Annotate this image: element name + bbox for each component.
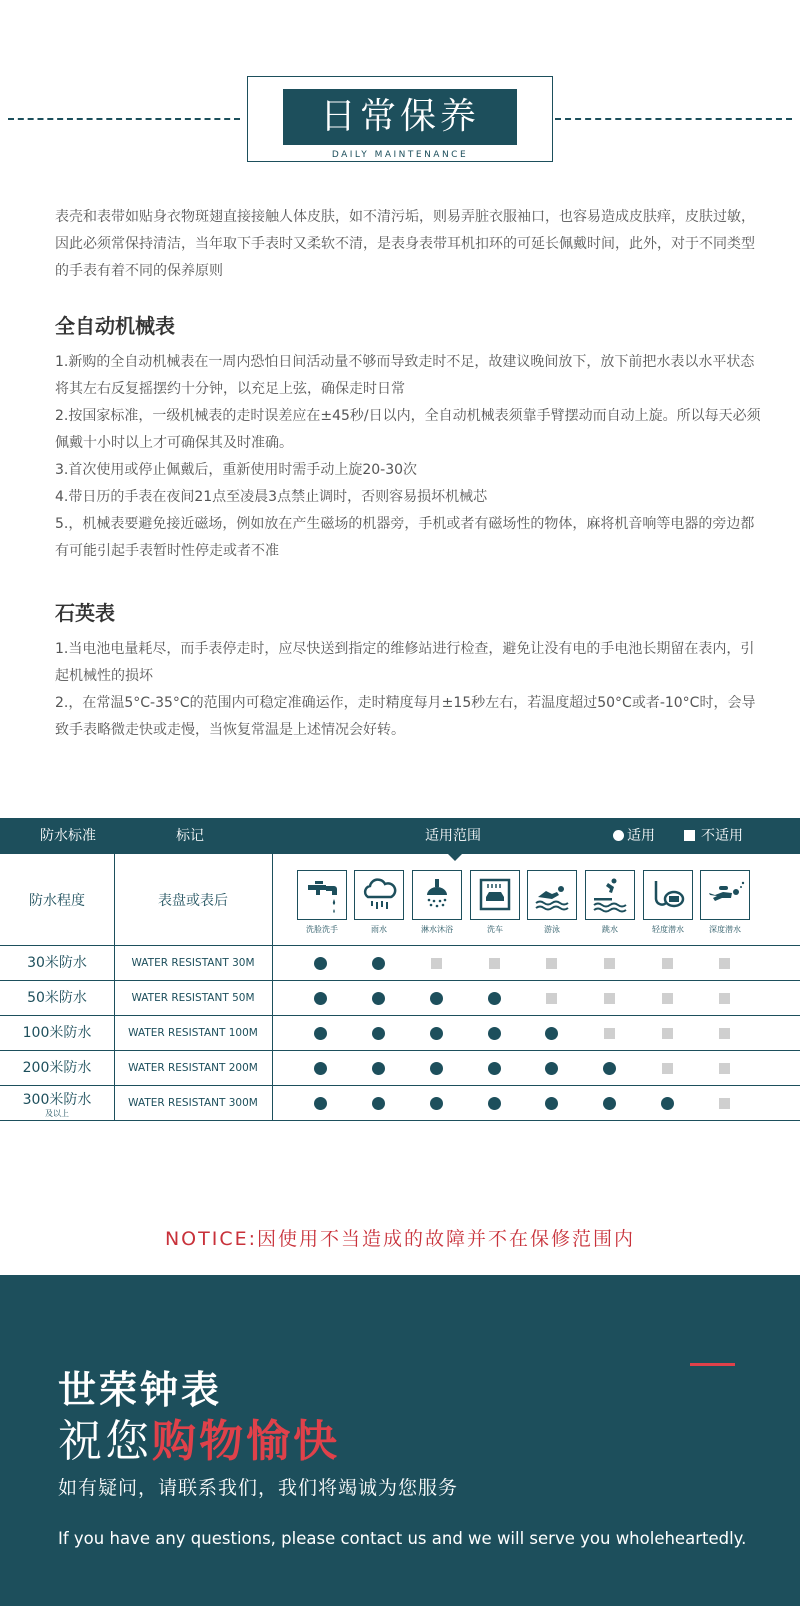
brand-name: 世荣钟表 xyxy=(58,1368,223,1412)
row-depth: 30米防水 xyxy=(27,955,87,971)
list-item: 2.按国家标准，一级机械表的走时误差应在±45秒/日以内，全自动机械表须靠手臂摆动而自动上旋。所以每天必须佩戴十小时以上才可确保其及时准确。 xyxy=(55,408,761,451)
accent-bar xyxy=(690,1363,735,1366)
activity-label: 洗脸洗手 xyxy=(306,925,338,934)
diving-board-icon xyxy=(585,870,635,920)
activity-label: 深度潜水 xyxy=(709,925,741,934)
row-depth: 50米防水 xyxy=(27,990,87,1006)
applicable-dot xyxy=(372,1097,385,1110)
applicable-dot xyxy=(314,1062,327,1075)
list-item: 4.带日历的手表在夜间21点至凌晨3点禁止调时，否则容易损坏机械芯 xyxy=(55,489,488,505)
section-heading-mechanical: 全自动机械表 xyxy=(55,314,175,338)
dot-icon xyxy=(613,830,624,841)
list-item: 1.当电池电量耗尽，而手表停走时，应尽快送到指定的维修站进行检查，避免让没有电的手电池长期留在表内，引起机械性的损坏 xyxy=(55,641,755,684)
applicable-dot xyxy=(430,1027,443,1040)
not-applicable-square xyxy=(662,1028,673,1039)
title-block xyxy=(0,0,800,180)
applicable-dot xyxy=(545,1062,558,1075)
legend-applicable: 适用 xyxy=(613,818,655,854)
not-applicable-square xyxy=(662,958,673,969)
page-subtitle: DAILY MAINTENANCE xyxy=(247,150,553,160)
not-applicable-square xyxy=(546,958,557,969)
row-depth: 300米防水 xyxy=(22,1092,92,1108)
intro-paragraph: 表壳和表带如贴身衣物斑翅直接接触人体皮肤，如不清污垢，则易弄脏衣服袖口，也容易造成皮肤痒，皮肤过敏，因此必须常保持清洁，当年取下手表时又柔软不清，是表身表带耳机扣环的可延长佩戴时间，此外，对于不同类型的手表有着不同的保养原则 xyxy=(55,209,755,279)
table-header xyxy=(0,818,800,854)
not-applicable-square xyxy=(719,993,730,1004)
not-applicable-square xyxy=(662,1063,673,1074)
not-applicable-square xyxy=(719,1098,730,1109)
warranty-notice: NOTICE:因使用不当造成的故障并不在保修范围内 xyxy=(164,1228,636,1250)
activity-label: 淋水沐浴 xyxy=(421,925,453,934)
applicable-dot xyxy=(372,957,385,970)
header-mark: 标记 xyxy=(176,828,204,844)
square-icon xyxy=(684,830,695,841)
activity-label: 雨水 xyxy=(371,925,387,934)
applicable-dot xyxy=(603,1097,616,1110)
not-applicable-square xyxy=(719,1063,730,1074)
not-applicable-square xyxy=(719,1028,730,1039)
contact-cn: 如有疑问，请联系我们，我们将竭诚为您服务 xyxy=(58,1477,459,1499)
list-item: 1.新购的全自动机械表在一周内恐怕日间活动量不够而导致走时不足，故建议晚间放下，放下前把水表以水平状态将其左右反复摇摆约十分钟，以充足上弦，确保走时日常 xyxy=(55,354,755,397)
applicable-dot xyxy=(430,1097,443,1110)
row-mark: WATER RESISTANT 30M xyxy=(131,957,255,969)
activity-label: 跳水 xyxy=(602,925,618,934)
applicable-dot xyxy=(430,1062,443,1075)
table-row xyxy=(0,1086,800,1121)
page-title: 日常保养 xyxy=(283,89,517,145)
applicable-dot xyxy=(488,1027,501,1040)
table-row xyxy=(0,1016,800,1051)
applicable-dot xyxy=(661,1097,674,1110)
legend-not-applicable: 不适用 xyxy=(684,818,743,854)
not-applicable-square xyxy=(604,1028,615,1039)
applicable-dot xyxy=(314,1097,327,1110)
header-standard: 防水标准 xyxy=(40,828,96,844)
not-applicable-square xyxy=(546,993,557,1004)
row-depth: 100米防水 xyxy=(22,1025,92,1041)
applicable-dot xyxy=(545,1027,558,1040)
not-applicable-square xyxy=(662,993,673,1004)
row-depth: 200米防水 xyxy=(22,1060,92,1076)
list-item: 3.首次使用或停止佩戴后，重新使用时需手动上旋20-30次 xyxy=(55,462,418,478)
mechanical-list xyxy=(55,349,767,565)
greeting: 祝您购物愉快 xyxy=(58,1416,340,1467)
faucet-icon xyxy=(297,870,347,920)
applicable-dot xyxy=(488,1062,501,1075)
scuba-diver-icon xyxy=(700,870,750,920)
label-degree: 防水程度 xyxy=(29,893,85,909)
not-applicable-square xyxy=(604,958,615,969)
activity-label: 轻度潜水 xyxy=(652,925,684,934)
car-wash-icon xyxy=(470,870,520,920)
quartz-list xyxy=(55,636,767,744)
applicable-dot xyxy=(430,992,443,1005)
snorkel-icon xyxy=(643,870,693,920)
divider xyxy=(555,118,792,120)
divider xyxy=(8,118,240,120)
row-mark: WATER RESISTANT 200M xyxy=(128,1062,258,1074)
footer-banner xyxy=(0,1275,800,1606)
label-mark: 表盘或表后 xyxy=(158,893,228,909)
list-item: 2.，在常温5°C-35°C的范围内可稳定准确运作，走时精度每月±15秒左右，若温度超过50°C或者-10°C时，会导致手表略微走快或走慢，当恢复常温是上述情况会好转。 xyxy=(55,695,756,738)
applicable-dot xyxy=(372,992,385,1005)
row-mark: WATER RESISTANT 100M xyxy=(128,1027,258,1039)
table-row xyxy=(0,946,800,981)
contact-en: If you have any questions, please contact us and we will serve you wholeheartedly. xyxy=(58,1529,747,1548)
activity-label: 游泳 xyxy=(544,925,560,934)
not-applicable-square xyxy=(604,993,615,1004)
swimming-icon xyxy=(527,870,577,920)
table-row xyxy=(0,1051,800,1086)
applicable-dot xyxy=(488,992,501,1005)
not-applicable-square xyxy=(489,958,500,969)
header-scope: 适用范围 xyxy=(425,828,481,844)
applicable-dot xyxy=(545,1097,558,1110)
activity-label: 洗车 xyxy=(487,925,503,934)
applicable-dot xyxy=(488,1097,501,1110)
row-mark: WATER RESISTANT 300M xyxy=(128,1097,258,1109)
list-item: 5.，机械表要避免接近磁场，例如放在产生磁场的机器旁，手机或者有磁场性的物体，麻将机音响等电器的旁边都有可能引起手表暂时性停走或者不准 xyxy=(55,516,755,559)
applicable-dot xyxy=(314,957,327,970)
row-mark: WATER RESISTANT 50M xyxy=(131,992,255,1004)
rain-icon xyxy=(354,870,404,920)
shower-icon xyxy=(412,870,462,920)
applicable-dot xyxy=(314,992,327,1005)
applicable-dot xyxy=(603,1062,616,1075)
table-row xyxy=(0,981,800,1016)
not-applicable-square xyxy=(431,958,442,969)
not-applicable-square xyxy=(719,958,730,969)
section-heading-quartz: 石英表 xyxy=(55,601,115,625)
row-depth-note: 及以上 xyxy=(45,1109,69,1118)
applicable-dot xyxy=(372,1027,385,1040)
applicable-dot xyxy=(372,1062,385,1075)
applicable-dot xyxy=(314,1027,327,1040)
activity-row xyxy=(0,854,800,946)
